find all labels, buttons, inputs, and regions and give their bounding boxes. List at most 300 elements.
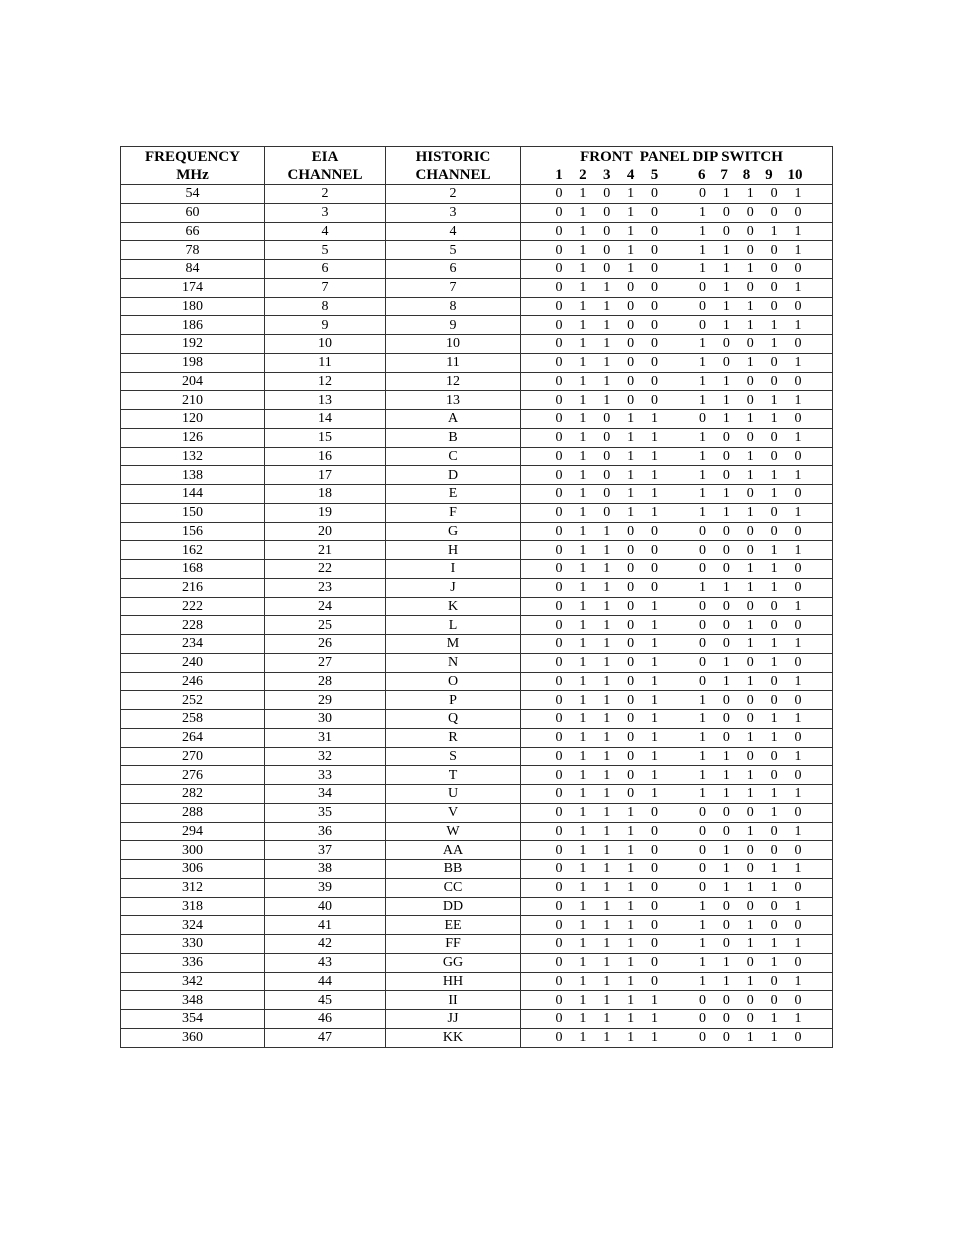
dip-bit: 0 — [722, 617, 730, 633]
dip-bits-6-10 — [691, 917, 811, 934]
dip-bit: 0 — [794, 373, 802, 389]
dip-bit: 1 — [746, 186, 754, 202]
dip-bit: 1 — [770, 786, 778, 802]
dip-bit: 1 — [698, 767, 706, 783]
dip-bit: 0 — [698, 523, 706, 539]
dip-bit: 1 — [698, 205, 706, 221]
dip-bit: 1 — [698, 242, 706, 258]
dip-switch-cell — [521, 803, 833, 822]
dip-bit: 0 — [722, 223, 730, 239]
eia-channel-cell: 24 — [265, 597, 386, 616]
eia-channel-cell: 21 — [265, 541, 386, 560]
dip-bit: 0 — [722, 898, 730, 914]
frequency-cell: 138 — [121, 466, 265, 485]
dip-bits-6-10 — [691, 973, 811, 990]
dip-bit: 0 — [770, 205, 778, 221]
dip-bit: 1 — [579, 242, 587, 258]
dip-bit: 1 — [698, 748, 706, 764]
historic-channel-cell: U — [386, 785, 521, 804]
dip-bit: 1 — [770, 711, 778, 727]
historic-channel-cell: I — [386, 560, 521, 579]
dip-bit: 1 — [794, 430, 802, 446]
dip-bit: 0 — [770, 748, 778, 764]
dip-bit: 0 — [555, 1011, 563, 1027]
dip-bit: 0 — [722, 561, 730, 577]
frequency-cell: 168 — [121, 560, 265, 579]
eia-channel-cell: 6 — [265, 260, 386, 279]
dip-bit: 0 — [770, 505, 778, 521]
dip-switch-cell — [521, 335, 833, 354]
dip-bit: 0 — [627, 542, 635, 558]
dip-bits-1-5 — [547, 992, 667, 1009]
table-row — [121, 860, 833, 879]
dip-bit: 1 — [722, 392, 730, 408]
frequency-cell: 336 — [121, 953, 265, 972]
dip-bit: 0 — [555, 523, 563, 539]
dip-bit: 0 — [770, 598, 778, 614]
dip-bit: 0 — [722, 1030, 730, 1046]
dip-switch-cell — [521, 616, 833, 635]
dip-bit: 0 — [603, 411, 611, 427]
dip-bit: 1 — [651, 448, 658, 464]
dip-bit: 1 — [698, 898, 706, 914]
dip-bit: 1 — [746, 467, 754, 483]
dip-bit: 0 — [627, 711, 635, 727]
eia-channel-cell: 14 — [265, 410, 386, 429]
dip-switch-number: 2 — [579, 166, 587, 183]
dip-bits-6-10 — [691, 204, 811, 221]
dip-bit: 0 — [770, 767, 778, 783]
dip-bit: 1 — [627, 486, 635, 502]
dip-bit: 0 — [627, 580, 635, 596]
dip-bit: 1 — [746, 261, 754, 277]
dip-switch-cell — [521, 222, 833, 241]
frequency-cell: 132 — [121, 447, 265, 466]
dip-bits-1-5 — [547, 617, 667, 634]
dip-bit: 0 — [651, 523, 658, 539]
dip-bit: 1 — [603, 992, 611, 1008]
dip-bit: 0 — [770, 617, 778, 633]
dip-bit: 1 — [770, 936, 778, 952]
dip-bit: 1 — [698, 486, 706, 502]
historic-channel-cell: KK — [386, 1028, 521, 1047]
dip-bit: 1 — [698, 355, 706, 371]
historic-channel-cell: E — [386, 485, 521, 504]
dip-bit: 1 — [794, 711, 802, 727]
table-row — [121, 541, 833, 560]
dip-bit: 1 — [579, 898, 587, 914]
dip-bits-6-10 — [691, 954, 811, 971]
dip-bit: 0 — [555, 298, 563, 314]
frequency-cell: 216 — [121, 578, 265, 597]
dip-bit: 0 — [555, 936, 563, 952]
dip-bits-1-5 — [547, 917, 667, 934]
header-row — [121, 147, 833, 185]
dip-bits-6-10 — [691, 429, 811, 446]
frequency-cell: 162 — [121, 541, 265, 560]
frequency-cell: 60 — [121, 203, 265, 222]
dip-bit: 1 — [579, 486, 587, 502]
dip-bit: 1 — [746, 673, 754, 689]
historic-channel-cell: 10 — [386, 335, 521, 354]
frequency-cell: 324 — [121, 916, 265, 935]
dip-bit: 1 — [746, 317, 754, 333]
table-row — [121, 222, 833, 241]
dip-bit: 1 — [794, 598, 802, 614]
dip-bit: 0 — [770, 373, 778, 389]
frequency-cell: 258 — [121, 710, 265, 729]
dip-bit: 1 — [627, 823, 635, 839]
dip-bit: 1 — [722, 261, 730, 277]
dip-bit: 1 — [627, 805, 635, 821]
dip-switch-number: 4 — [626, 166, 635, 183]
dip-switch-cell — [521, 878, 833, 897]
dip-bit: 1 — [603, 973, 611, 989]
dip-bit: 0 — [722, 711, 730, 727]
dip-bit: 1 — [746, 880, 754, 896]
dip-bit: 1 — [794, 936, 802, 952]
dip-switch-cell — [521, 185, 833, 204]
dip-bit: 1 — [627, 861, 635, 877]
dip-switch-cell — [521, 297, 833, 316]
dip-bit: 0 — [770, 842, 778, 858]
dip-bit: 0 — [603, 448, 611, 464]
historic-channel-cell: II — [386, 991, 521, 1010]
dip-bits-6-10 — [691, 279, 811, 296]
dip-bit: 1 — [579, 561, 587, 577]
dip-bit: 0 — [698, 805, 706, 821]
table-row — [121, 260, 833, 279]
dip-bit: 0 — [627, 636, 635, 652]
dip-bit: 1 — [603, 673, 611, 689]
dip-bit: 0 — [794, 617, 802, 633]
historic-channel-cell: R — [386, 728, 521, 747]
dip-bit: 1 — [579, 767, 587, 783]
dip-bit: 0 — [722, 730, 730, 746]
eia-channel-cell: 32 — [265, 747, 386, 766]
dip-bits-6-10 — [691, 898, 811, 915]
dip-bit: 1 — [579, 861, 587, 877]
dip-bit: 1 — [603, 1030, 611, 1046]
dip-bit: 0 — [722, 936, 730, 952]
dip-bit: 1 — [603, 955, 611, 971]
dip-bit: 1 — [579, 711, 587, 727]
historic-channel-cell: 2 — [386, 185, 521, 204]
dip-bit: 1 — [579, 523, 587, 539]
dip-bits-6-10 — [691, 260, 811, 277]
dip-bit: 0 — [627, 298, 635, 314]
dip-bit: 1 — [579, 805, 587, 821]
frequency-cell: 282 — [121, 785, 265, 804]
dip-bits-6-10 — [691, 579, 811, 596]
dip-switch-cell — [521, 203, 833, 222]
dip-bit: 0 — [651, 917, 658, 933]
dip-switch-cell — [521, 578, 833, 597]
dip-bit: 0 — [698, 673, 706, 689]
dip-bit: 0 — [555, 317, 563, 333]
dip-switch-cell — [521, 541, 833, 560]
dip-bit: 0 — [698, 280, 706, 296]
dip-bit: 0 — [698, 298, 706, 314]
dip-bit: 0 — [651, 186, 658, 202]
eia-channel-cell: 31 — [265, 728, 386, 747]
dip-bit: 0 — [555, 223, 563, 239]
eia-header — [265, 147, 386, 185]
dip-bit: 1 — [579, 317, 587, 333]
historic-channel-cell: N — [386, 653, 521, 672]
eia-channel-cell: 13 — [265, 391, 386, 410]
frequency-cell: 240 — [121, 653, 265, 672]
dip-bit: 1 — [603, 917, 611, 933]
dip-bit: 0 — [746, 711, 754, 727]
dip-bit: 1 — [698, 223, 706, 239]
dip-bit: 0 — [627, 317, 635, 333]
dip-bit: 0 — [555, 655, 563, 671]
table-row — [121, 428, 833, 447]
dip-bit: 0 — [555, 467, 563, 483]
dip-bit: 1 — [770, 561, 778, 577]
dip-switch-cell — [521, 428, 833, 447]
historic-channel-cell: S — [386, 747, 521, 766]
dip-bit: 0 — [627, 730, 635, 746]
historic-channel-cell: F — [386, 503, 521, 522]
dip-bit: 1 — [770, 467, 778, 483]
dip-bit: 0 — [746, 598, 754, 614]
historic-channel-cell: B — [386, 428, 521, 447]
dip-bit: 1 — [770, 636, 778, 652]
dip-bit: 0 — [698, 992, 706, 1008]
historic-channel-cell: 6 — [386, 260, 521, 279]
dip-bit: 0 — [627, 523, 635, 539]
dip-bit: 1 — [770, 880, 778, 896]
dip-bit: 1 — [579, 598, 587, 614]
dip-bits-1-5 — [547, 673, 667, 690]
dip-bit: 0 — [722, 336, 730, 352]
dip-bits-1-5 — [547, 373, 667, 390]
eia-channel-cell: 38 — [265, 860, 386, 879]
dip-bit: 0 — [722, 542, 730, 558]
dip-bit: 1 — [698, 392, 706, 408]
eia-channel-cell: 15 — [265, 428, 386, 447]
dip-bits-1-5 — [547, 785, 667, 802]
dip-bit: 0 — [555, 617, 563, 633]
dip-bit: 1 — [627, 448, 635, 464]
eia-channel-cell: 22 — [265, 560, 386, 579]
dip-bit: 1 — [579, 205, 587, 221]
dip-bit: 0 — [555, 955, 563, 971]
dip-bit: 0 — [555, 767, 563, 783]
dip-bit: 1 — [651, 748, 658, 764]
dip-bits-6-10 — [691, 410, 811, 427]
historic-channel-cell: L — [386, 616, 521, 635]
dip-bits-6-10 — [691, 354, 811, 371]
dip-bit: 0 — [698, 823, 706, 839]
dip-bit: 1 — [794, 392, 802, 408]
dip-bit: 0 — [794, 561, 802, 577]
dip-bit: 1 — [746, 561, 754, 577]
dip-bit: 1 — [579, 636, 587, 652]
eia-channel-cell: 25 — [265, 616, 386, 635]
eia-channel-cell: 34 — [265, 785, 386, 804]
historic-channel-cell: 12 — [386, 372, 521, 391]
dip-bits-6-10 — [691, 542, 811, 559]
dip-bit: 1 — [627, 955, 635, 971]
dip-bit: 1 — [722, 373, 730, 389]
dip-bits-6-10 — [691, 223, 811, 240]
dip-bit: 0 — [746, 242, 754, 258]
dip-bit: 1 — [579, 992, 587, 1008]
dip-bit: 1 — [627, 917, 635, 933]
eia-channel-cell: 26 — [265, 635, 386, 654]
historic-channel-cell: 8 — [386, 297, 521, 316]
dip-bit: 0 — [651, 973, 658, 989]
dip-bit: 0 — [555, 392, 563, 408]
dip-bits-6-10 — [691, 654, 811, 671]
table-row — [121, 597, 833, 616]
dip-bit: 1 — [579, 786, 587, 802]
historic-channel-cell: GG — [386, 953, 521, 972]
dip-switch-numbers — [547, 166, 810, 184]
dip-bit: 0 — [555, 336, 563, 352]
dip-bits-6-10 — [691, 879, 811, 896]
dip-switch-cell — [521, 522, 833, 541]
table-row — [121, 485, 833, 504]
dip-bits-6-10 — [691, 467, 811, 484]
dip-bit: 1 — [698, 936, 706, 952]
dip-bit: 1 — [627, 1030, 635, 1046]
dip-bit: 0 — [603, 223, 611, 239]
dip-bit: 1 — [794, 467, 802, 483]
dip-bit: 1 — [627, 973, 635, 989]
dip-bit: 0 — [603, 467, 611, 483]
dip-bits-6-10 — [691, 373, 811, 390]
table-row — [121, 372, 833, 391]
dip-switch-cell — [521, 1028, 833, 1047]
dip-bit: 0 — [722, 430, 730, 446]
dip-bit: 1 — [770, 655, 778, 671]
dip-bit: 1 — [603, 730, 611, 746]
dip-bit: 1 — [651, 1030, 658, 1046]
dip-bits-6-10 — [691, 1010, 811, 1027]
dip-bit: 1 — [746, 767, 754, 783]
historic-channel-cell: D — [386, 466, 521, 485]
frequency-cell: 150 — [121, 503, 265, 522]
dip-switch-cell — [521, 991, 833, 1010]
dip-bit: 1 — [603, 805, 611, 821]
dip-bit: 1 — [746, 823, 754, 839]
dip-switch-cell — [521, 485, 833, 504]
dip-bit: 0 — [651, 392, 658, 408]
dip-bit: 1 — [603, 298, 611, 314]
table-row — [121, 747, 833, 766]
dip-bit: 1 — [603, 711, 611, 727]
dip-bit: 0 — [627, 336, 635, 352]
dip-bit: 1 — [579, 730, 587, 746]
dip-bit: 1 — [770, 411, 778, 427]
dip-bit: 0 — [794, 655, 802, 671]
dip-switch-cell — [521, 410, 833, 429]
frequency-cell: 120 — [121, 410, 265, 429]
dip-bit: 1 — [794, 317, 802, 333]
dip-bit: 0 — [555, 711, 563, 727]
dip-bit: 0 — [555, 448, 563, 464]
dip-bit: 1 — [722, 786, 730, 802]
dip-bits-1-5 — [547, 392, 667, 409]
dip-bit: 0 — [651, 205, 658, 221]
dip-bit: 1 — [651, 636, 658, 652]
dip-bit: 1 — [698, 580, 706, 596]
dip-switch-cell — [521, 935, 833, 954]
dip-bit: 1 — [579, 336, 587, 352]
dip-bit: 1 — [651, 467, 658, 483]
dip-bit: 0 — [651, 805, 658, 821]
dip-bit: 0 — [555, 748, 563, 764]
dip-bit: 1 — [722, 317, 730, 333]
dip-bit: 0 — [746, 523, 754, 539]
frequency-cell: 84 — [121, 260, 265, 279]
table-row — [121, 672, 833, 691]
dip-bit: 1 — [722, 242, 730, 258]
dip-bits-1-5 — [547, 185, 667, 202]
dip-bit: 1 — [794, 898, 802, 914]
dip-bit: 1 — [603, 336, 611, 352]
dip-bit: 1 — [627, 242, 635, 258]
dip-bit: 1 — [722, 767, 730, 783]
dip-bit: 0 — [555, 636, 563, 652]
dip-bit: 0 — [722, 636, 730, 652]
dip-bits-1-5 — [547, 560, 667, 577]
dip-bit: 1 — [794, 786, 802, 802]
dip-bits-6-10 — [691, 317, 811, 334]
dip-bit: 0 — [603, 205, 611, 221]
eia-channel-cell: 35 — [265, 803, 386, 822]
dip-bits-1-5 — [547, 410, 667, 427]
dip-switch-cell — [521, 597, 833, 616]
eia-channel-cell: 2 — [265, 185, 386, 204]
dip-bit: 0 — [555, 411, 563, 427]
dip-bits-1-5 — [547, 523, 667, 540]
dip-bit: 1 — [651, 711, 658, 727]
dip-switch-cell — [521, 785, 833, 804]
dip-bit: 1 — [579, 823, 587, 839]
dip-bit: 1 — [603, 317, 611, 333]
dip-bit: 1 — [603, 842, 611, 858]
dip-bit: 0 — [746, 223, 754, 239]
dip-bit: 1 — [746, 448, 754, 464]
historic-header — [386, 147, 521, 185]
dip-bits-1-5 — [547, 223, 667, 240]
dip-bit: 0 — [698, 617, 706, 633]
dip-bit: 1 — [627, 992, 635, 1008]
dip-bit: 1 — [746, 917, 754, 933]
dip-switch-cell — [521, 1010, 833, 1029]
eia-channel-cell: 40 — [265, 897, 386, 916]
dip-bit: 0 — [651, 880, 658, 896]
dip-switch-cell — [521, 860, 833, 879]
table-row — [121, 503, 833, 522]
historic-channel-cell: 7 — [386, 278, 521, 297]
dip-bit: 0 — [627, 280, 635, 296]
dip-switch-cell — [521, 653, 833, 672]
dip-bits-6-10 — [691, 1029, 811, 1046]
dip-bit: 1 — [627, 223, 635, 239]
dip-switch-cell — [521, 897, 833, 916]
dip-bit: 0 — [722, 692, 730, 708]
dip-bit: 1 — [579, 748, 587, 764]
dip-bit: 1 — [603, 786, 611, 802]
dip-switch-cell — [521, 953, 833, 972]
eia-channel-cell: 42 — [265, 935, 386, 954]
